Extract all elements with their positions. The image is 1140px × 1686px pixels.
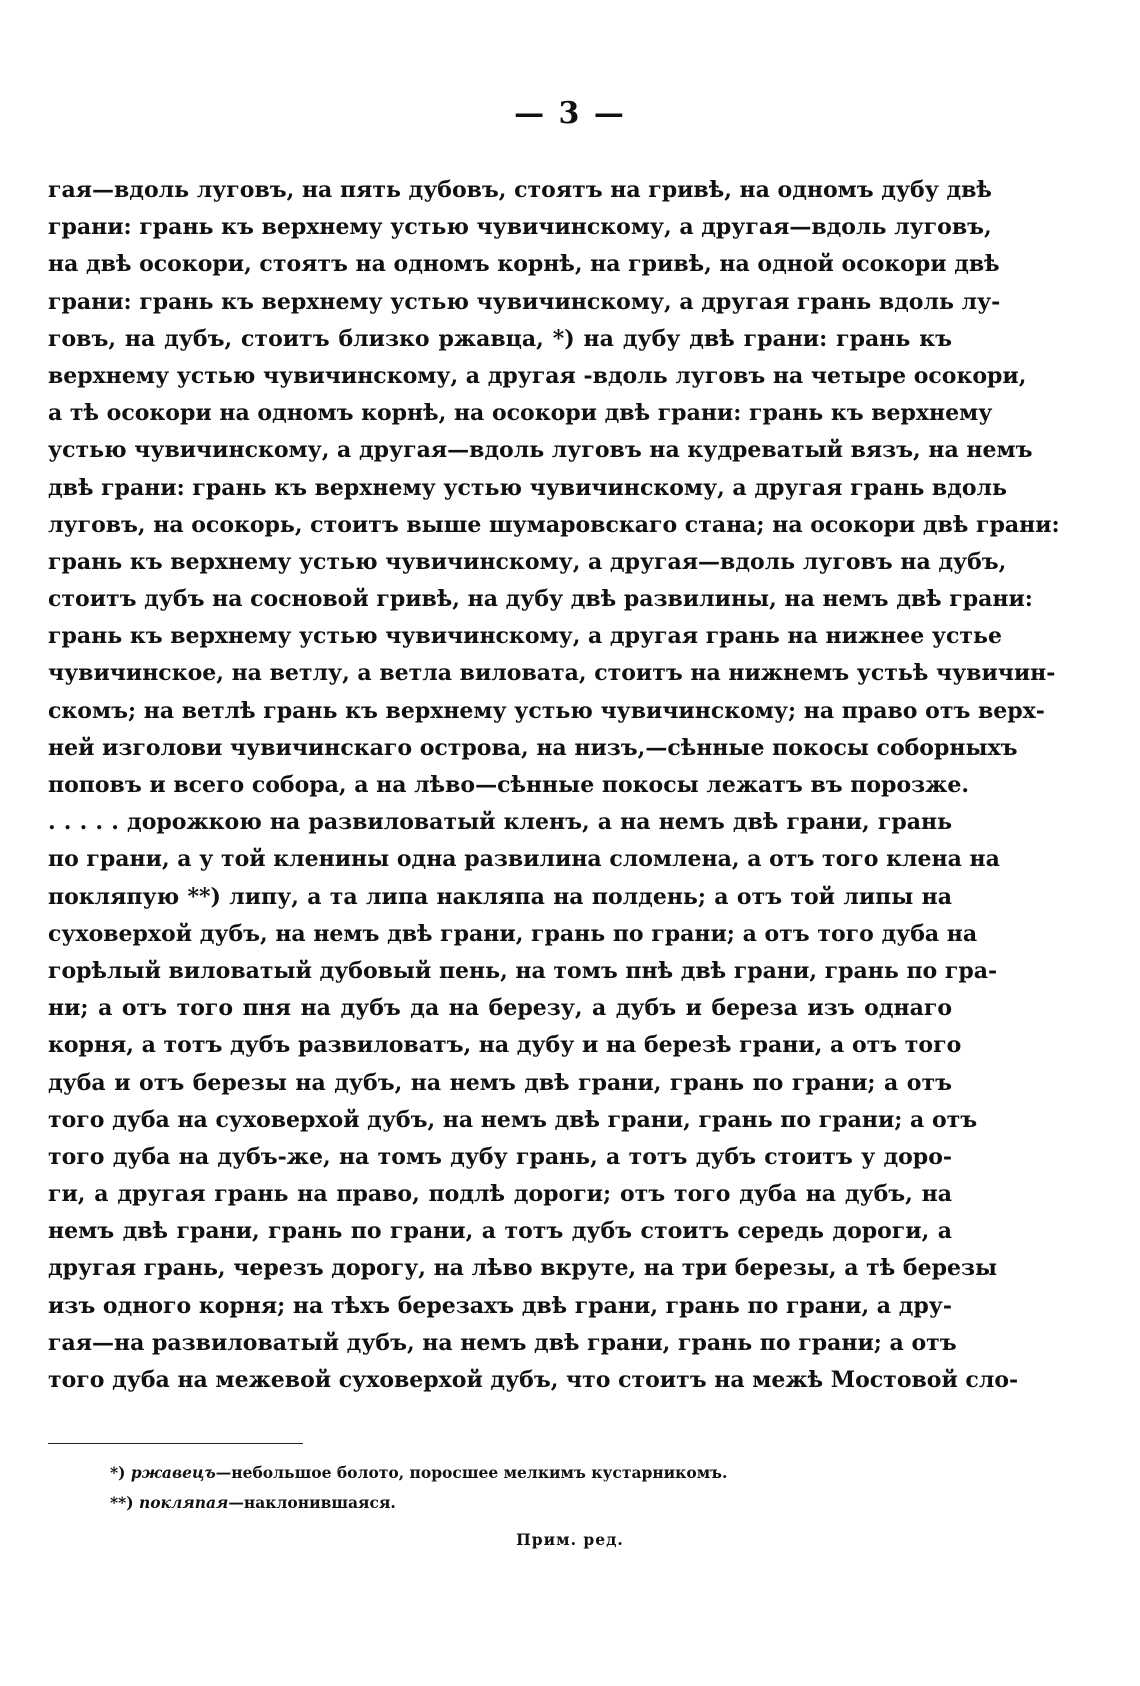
editor-note: Прим. ред. bbox=[516, 1530, 624, 1549]
text-line: устью чувичинскому, а другая—вдоль луговъ на кудреватый вязъ, на немъ bbox=[48, 437, 1033, 464]
text-line: . . . . . дорожкою на развиловатый кленъ, а на немъ двѣ грани, грань bbox=[48, 809, 952, 836]
text-line: того дуба на суховерхой дубъ, на немъ двѣ грани, грань по грани; а отъ bbox=[48, 1106, 978, 1133]
body-text bbox=[48, 172, 1060, 1399]
text-line: а тѣ осокори на одномъ корнѣ, на осокори двѣ грани: грань къ верхнему bbox=[48, 400, 993, 427]
text-line: того дуба на дубъ-же, на томъ дубу грань, а тотъ дубъ стоитъ у доро- bbox=[48, 1143, 952, 1170]
text-line: по грани, а у той кленины одна развилина сломлена, а отъ того клена на bbox=[48, 846, 1000, 873]
footnote bbox=[110, 1488, 870, 1518]
footnote-marker: *) bbox=[110, 1463, 126, 1482]
text-line: суховерхой дубъ, на немъ двѣ грани, грань по грани; а отъ того дуба на bbox=[48, 920, 978, 947]
footnote bbox=[110, 1458, 870, 1488]
text-line: скомъ; на ветлѣ грань къ верхнему устью чувичинскому; на право отъ верх- bbox=[48, 697, 1045, 724]
text-line: чувичинское, на ветлу, а ветла виловата, стоитъ на нижнемъ устьѣ чувичин- bbox=[48, 660, 1056, 687]
text-line: грани: грань къ верхнему устью чувичинскому, а другая грань вдоль лу- bbox=[48, 288, 1001, 315]
footnotes bbox=[110, 1458, 870, 1518]
footnote-text: —наклонившаяся. bbox=[228, 1493, 396, 1512]
text-line: ни; а отъ того пня на дубъ да на березу, а дубъ и береза изъ однаго bbox=[48, 995, 952, 1022]
text-line: горѣлый виловатый дубовый пень, на томъ пнѣ двѣ грани, грань по гра- bbox=[48, 957, 998, 984]
text-line: на двѣ осокори, стоятъ на одномъ корнѣ, на гривѣ, на одной осокори двѣ bbox=[48, 251, 1000, 278]
footnote-term: покляпая bbox=[138, 1493, 229, 1512]
text-line: гая—вдоль луговъ, на пять дубовъ, стоятъ на гривѣ, на одномъ дубу двѣ bbox=[48, 177, 992, 203]
footnote-marker: **) bbox=[110, 1493, 134, 1512]
text-line: двѣ грани: грань къ верхнему устью чувичинскому, а другая грань вдоль bbox=[48, 474, 1007, 501]
text-line: грань къ верхнему устью чувичинскому, а другая грань на нижнее устье bbox=[48, 623, 1002, 650]
text-line: говъ, на дубъ, стоитъ близко ржавца, *) на дубу двѣ грани: грань къ bbox=[48, 325, 952, 352]
text-line: дуба и отъ березы на дубъ, на немъ двѣ грани, грань по грани; а отъ bbox=[48, 1069, 952, 1096]
text-line: поповъ и всего собора, а на лѣво—сѣнные покосы лежатъ въ порозже. bbox=[48, 772, 970, 798]
text-line: того дуба на межевой суховерхой дубъ, что стоитъ на межѣ Мостовой сло- bbox=[48, 1367, 1019, 1393]
page-number: — 3 — bbox=[514, 96, 626, 131]
text-line: гая—на развиловатый дубъ, на немъ двѣ грани, грань по грани; а отъ bbox=[48, 1329, 957, 1356]
footnote-text: —небольшое болото, поросшее мелкимъ кустарникомъ. bbox=[215, 1463, 728, 1482]
footnote-divider bbox=[48, 1443, 303, 1444]
text-line: немъ двѣ грани, грань по грани, а тотъ дубъ стоитъ середь дороги, а bbox=[48, 1218, 952, 1245]
text-line: стоитъ дубъ на сосновой гривѣ, на дубу двѣ развилины, на немъ двѣ грани: bbox=[48, 586, 1033, 613]
text-line: покляпую **) липу, а та липа накляпа на полдень; а отъ той липы на bbox=[48, 883, 952, 910]
text-line: грани: грань къ верхнему устью чувичинскому, а другая—вдоль луговъ, bbox=[48, 214, 992, 241]
text-line: изъ одного корня; на тѣхъ березахъ двѣ грани, грань по грани, а дру- bbox=[48, 1292, 952, 1319]
text-line: грань къ верхнему устью чувичинскому, а другая—вдоль луговъ на дубъ, bbox=[48, 548, 1007, 575]
text-line: корня, а тотъ дубъ развиловатъ, на дубу и на березѣ грани, а отъ того bbox=[48, 1032, 962, 1059]
footnote-term: ржавецъ bbox=[130, 1463, 216, 1482]
text-line: верхнему устью чувичинскому, а другая -вдоль луговъ на четыре осокори, bbox=[48, 362, 1027, 389]
text-line: ней изголови чувичинскаго острова, на низъ,—сѣнные покосы соборныхъ bbox=[48, 734, 1018, 761]
text-line: луговъ, на осокорь, стоитъ выше шумаровскаго стана; на осокори двѣ грани: bbox=[48, 511, 1060, 538]
text-line: другая грань, черезъ дорогу, на лѣво вкруте, на три березы, а тѣ березы bbox=[48, 1255, 998, 1282]
text-line: ги, а другая грань на право, подлѣ дороги; отъ того дуба на дубъ, на bbox=[48, 1181, 952, 1208]
